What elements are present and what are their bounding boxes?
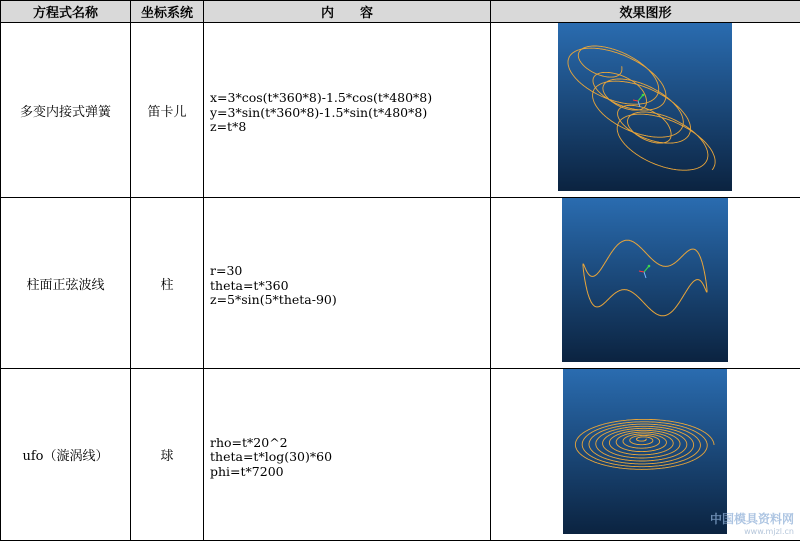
watermark-logo: 中国模具资料网 [710,510,794,527]
equation-name: ufo（漩涡线） [1,369,131,541]
coordinate-system: 笛卡儿 [131,23,204,198]
equation-line: y=3*sin(t*360*8)-1.5*sin(t*480*8) [210,106,490,121]
equation-content [204,23,491,198]
equation-line: r=30 [210,264,490,279]
equation-line: rho=t*20^2 [210,436,490,451]
table-row [1,369,800,541]
coordinate-system: 球 [131,369,204,541]
figure-cell [491,369,800,541]
coordinate-system: 柱 [131,198,204,369]
table-row [1,23,800,198]
inscribed-spring-figure [558,23,732,191]
equation-line: z=5*sin(5*theta-90) [210,293,490,308]
watermark [710,510,794,536]
equation-line: x=3*cos(t*360*8)-1.5*cos(t*480*8) [210,91,490,106]
header-content: 内 容 [204,1,491,23]
equation-line: theta=t*360 [210,279,490,294]
watermark-url: www.mjzl.cn [710,527,794,536]
header-system: 坐标系统 [131,1,204,23]
equation-name: 多变内接式弹簧 [1,23,131,198]
equation-content [204,198,491,369]
header-name: 方程式名称 [1,1,131,23]
equation-name: 柱面正弦波线 [1,198,131,369]
equation-line: theta=t*log(30)*60 [210,450,490,465]
figure-cell [491,198,800,369]
cylindrical-sine-figure [562,198,728,362]
figure-cell [491,23,800,198]
table-row [1,198,800,369]
equation-line: phi=t*7200 [210,465,490,480]
equation-line: z=t*8 [210,120,490,135]
header-row [1,1,800,23]
ufo-vortex-figure [563,369,727,534]
plot-background [562,198,728,362]
equation-content [204,369,491,541]
header-image: 效果图形 [491,1,800,23]
